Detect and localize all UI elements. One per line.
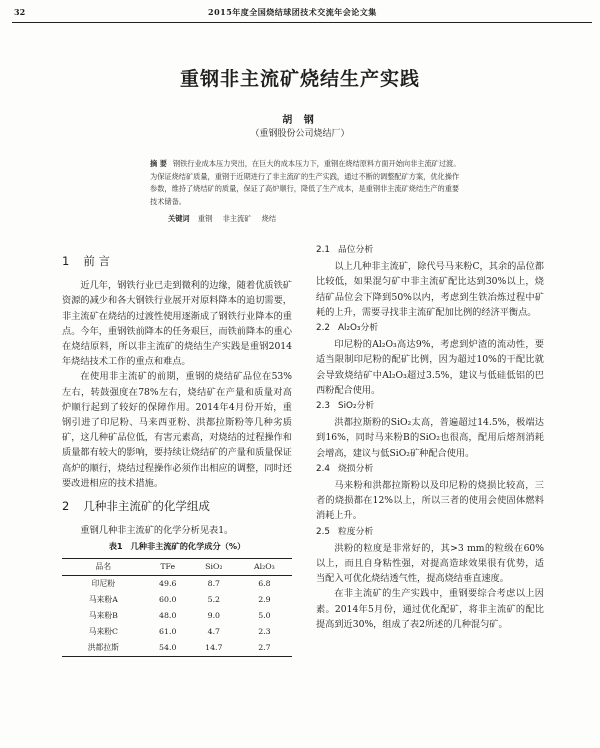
table-row [62, 640, 292, 657]
subsection-heading [316, 321, 544, 336]
table-cell: 4.7 [207, 627, 221, 637]
table-cell: 洪都拉斯 [87, 643, 119, 653]
subsection-heading [316, 525, 544, 540]
table-row [62, 575, 292, 592]
paragraph: 洪粉的粒度是非常好的，其>3 mm的粒级在60%以上，而且自身粘性强，对提高造球效果很有优势，适当配入可优化烧结透气性，提高烧结垂直速度。 [316, 542, 544, 585]
paper-title: 重钢非主流矿烧结生产实践 [179, 68, 420, 90]
paragraph: 在非主流矿的生产实践中，重钢要综合考虑以上因素。2014年5月份，通过优化配矿，将非主流矿的配比提高到近30%，组成了表2所述的几种混匀矿。 [316, 588, 544, 630]
keywords [168, 214, 468, 224]
conference-title: 2015年度全国烧结球团技术交流年会论文集 [208, 7, 377, 17]
running-header [14, 4, 590, 20]
table-cell: 6.8 [258, 579, 271, 589]
table-number: 表1 [108, 541, 123, 552]
table-header-cell: Al₂O₃ [254, 562, 275, 572]
paragraph: 印尼粉的Al₂O₃高达9%，考虑到炉渣的流动性，要适当限制印尼粉的配矿比例，因为超过10%的干配比就会导致烧结矿中Al₂O₃超过3.5%，建议与低硅低铝的巴西粉配合使用。 [316, 339, 544, 396]
table-cell: 马来粉C [88, 627, 119, 637]
table-cell: 2.7 [258, 643, 271, 653]
table-header-cell: SiO₂ [205, 562, 223, 572]
subsection-title: 粒度分析 [338, 526, 374, 537]
section-number: 1 [62, 254, 70, 268]
paragraph: 以上几种非主流矿，除代号马来粉C，其余的品位都比较低，如果混匀矿中非主流矿配比达到30%以上，烧结矿品位会下降到50%以内，考虑到生铁冶炼过程中矿耗的上升，需要寻找非主流矿配加比例的经济平衡点。 [316, 261, 544, 318]
affiliation: （重钢股份公司烧结厂） [250, 129, 350, 139]
section-heading [62, 254, 292, 269]
table-cell: 49.6 [159, 579, 177, 589]
header-rule [12, 22, 592, 23]
keyword: 重钢 [197, 214, 213, 223]
table-header-cell: TFe [160, 562, 176, 572]
table-cell: 8.7 [207, 579, 221, 589]
table-cell: 54.0 [159, 643, 177, 653]
subsection-number: 2.2 [316, 323, 330, 334]
subsection-heading [316, 399, 544, 414]
subsection-title: SiO₂分析 [338, 401, 375, 412]
keywords-label: 关键词 [168, 214, 190, 223]
table-cell: 60.0 [159, 595, 177, 605]
table-cell: 印尼粉 [91, 579, 116, 589]
table-cell: 9.0 [207, 611, 221, 621]
table-cell: 5.2 [207, 595, 221, 605]
paragraph: 马来粉和洪都拉斯粉以及印尼粉的烧损比较高，三者的烧损都在12%以上，所以三者的使用会使固体燃料消耗上升。 [316, 480, 544, 522]
abstract [150, 158, 465, 208]
table-row [62, 608, 292, 624]
composition-table [62, 558, 292, 657]
table-cell: 5.0 [258, 611, 271, 621]
section-number: 2 [62, 499, 70, 514]
table-cell: 48.0 [159, 611, 177, 621]
keyword: 非主流矿 [222, 214, 252, 223]
subsection-number: 2.3 [316, 401, 330, 412]
table-cell: 马来粉A [88, 595, 118, 605]
table-cell: 61.0 [159, 627, 177, 637]
section-title: 前 言 [83, 254, 110, 268]
subsection-number: 2.5 [316, 526, 330, 537]
section-heading [62, 499, 292, 514]
abstract-text: 钢铁行业成本压力突出，在巨大的成本压力下，重钢在烧结原料方面开始向非主流矿过渡。为保证烧结矿质量，重钢于近期进行了非主流矿的生产实践，通过不断的调整配矿方案，优化操作参数，维持了烧结矿的质量，保证了高炉顺行，降低了生产成本，是重钢非主流矿烧结生产的重要技术储备。 [150, 159, 461, 206]
subsection-heading [316, 462, 544, 477]
table-cell: 马来粉B [88, 611, 118, 621]
paragraph: 洪都拉斯粉的SiO₂太高，普遍超过14.5%，极端达到16%，同时马来粉B的SiO₂也很高，配用后熔剂消耗会增高，建议与低SiO₂矿种配合使用。 [316, 417, 544, 459]
subsection-number: 2.4 [316, 463, 330, 474]
author: 胡 钢 [282, 115, 318, 126]
subsection-number: 2.1 [316, 245, 330, 255]
table-header-cell: 品名 [95, 562, 112, 572]
table-caption-text: 几种非主流矿的化学成分（%） [130, 541, 246, 552]
table-header-row [62, 558, 292, 575]
table-row [62, 624, 292, 640]
table-intro: 重钢几种非主流矿的化学分析见表1。 [80, 525, 234, 537]
paragraph: 在使用非主流矿的前期，重钢的烧结矿品位在53%左右，转鼓强度在78%左右，烧结矿在产量和质量对高炉顺行起到了较好的保障作用。2014年4月份开始，重钢引进了印尼粉、马来西亚粉、洪都拉斯粉等几种劣质矿，这几种矿品位低，有害元素高，对烧结的过程操作和质量都有较大的影响，要持续让烧结矿的产量和质量保证高炉的顺行，烧结过程操作必须作出相应的调整，同时还要改进相应的技术措施。 [62, 371, 292, 489]
keyword: 烧结 [261, 214, 277, 223]
subsection-title: 品位分析 [338, 245, 374, 255]
subsection-heading [316, 243, 544, 258]
subsection-title: Al₂O₃分析 [338, 323, 379, 334]
table-cell: 2.3 [258, 627, 271, 637]
left-column [62, 250, 292, 657]
abstract-label: 摘 要 [150, 159, 167, 168]
table-caption [62, 539, 292, 554]
page-number: 32 [14, 7, 26, 17]
subsection-title: 烧损分析 [338, 463, 374, 474]
paragraph: 近几年，钢铁行业已走到微利的边缘，随着优质铁矿资源的减少和各大钢铁行业展开对原料降本的追切需要，非主流矿在烧结的过渡性使用逐渐成了钢铁行业降本的重点。今年，重钢铁前降本的任务艰巨，而铁前降本的重心在烧结原料，所以非主流矿的烧结生产实践是重钢2014年烧结技术工作的重点和难点。 [62, 280, 292, 368]
right-column [316, 242, 544, 632]
table-cell: 14.7 [205, 643, 223, 653]
table-cell: 2.9 [258, 595, 271, 605]
table-row [62, 592, 292, 608]
section-title: 几种非主流矿的化学组成 [83, 499, 210, 514]
